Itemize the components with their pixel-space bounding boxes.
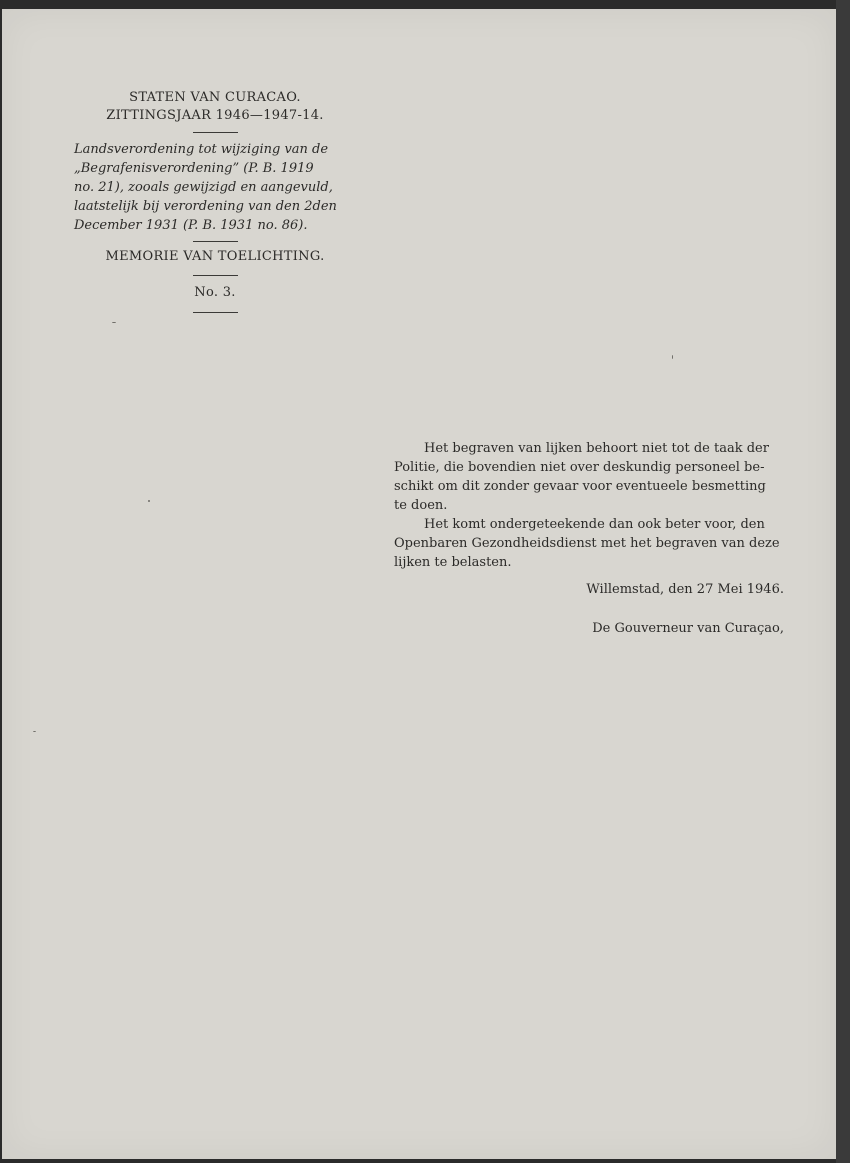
signatory: De Gouverneur van Curaçao,: [592, 621, 784, 636]
paragraph-line: te doen.: [394, 498, 448, 513]
paper-speck: [672, 355, 673, 359]
divider-rule: [193, 312, 238, 313]
place-and-date: Willemstad, den 27 Mei 1946.: [586, 582, 784, 597]
ordinance-title: [74, 140, 364, 235]
paragraph-line: Het begraven van lijken behoort niet tot de taak der: [424, 441, 769, 456]
header-title: STATEN VAN CURACAO.: [129, 90, 301, 105]
explanatory-text: [394, 439, 786, 572]
paragraph-line: schikt om dit zonder gevaar voor eventueele besmetting: [394, 479, 766, 494]
paragraph-line: Politie, die bovendien niet over deskundig personeel be-: [394, 460, 765, 475]
memorie-title: MEMORIE VAN TOELICHTING.: [105, 249, 325, 264]
header-session-year: ZITTINGSJAAR 1946—1947-14.: [106, 108, 324, 123]
divider-rule: [193, 241, 238, 242]
paragraph-line: Openbaren Gezondheidsdienst met het begraven van deze: [394, 536, 780, 551]
ordinance-line: no. 21), zooals gewijzigd en aangevuld,: [74, 180, 333, 195]
ordinance-line: „Begrafenisverordening” (P. B. 1919: [74, 161, 314, 176]
paper-speck: [148, 500, 150, 502]
memorie-number: No. 3.: [194, 285, 236, 300]
ordinance-line: laatstelijk bij verordening van den 2den: [74, 199, 337, 214]
ordinance-line: December 1931 (P. B. 1931 no. 86).: [74, 218, 308, 233]
divider-rule: [193, 132, 238, 133]
paragraph-line: lijken te belasten.: [394, 555, 512, 570]
divider-rule: [193, 275, 238, 276]
paper-speck: [112, 322, 116, 323]
scan-edge: [836, 0, 850, 1163]
ordinance-line: Landsverordening tot wijziging van de: [74, 142, 329, 157]
paragraph-line: Het komt ondergeteekende dan ook beter voor, den: [424, 517, 765, 532]
paper-speck: [33, 731, 36, 732]
